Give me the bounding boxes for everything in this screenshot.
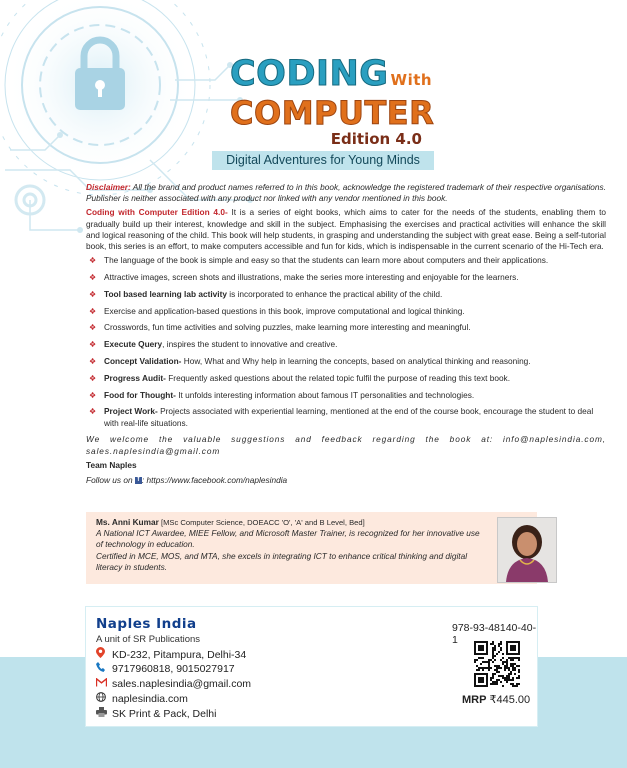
feature-item: ❖ Execute Query, inspires the student to innovative and creative. <box>89 339 338 350</box>
back-cover-text <box>86 182 606 486</box>
feature-item: ❖ Exercise and application-based questions in this book, improve computational and logical thinking. <box>89 305 465 316</box>
feature-item: ❖ The language of the book is simple and easy so that the students can learn more about computers and their applications. <box>89 255 549 266</box>
feature-item: ❖ Crosswords, fun time activities and solving puzzles, make learning more interesting and meaningful. <box>89 322 471 333</box>
diamond-bullet-icon: ❖ <box>89 373 97 383</box>
diamond-bullet-icon: ❖ <box>89 306 97 316</box>
publisher-box <box>86 607 537 726</box>
phone-icon <box>96 662 112 677</box>
author-bio-2: Certified in MCE, MOS, and MTA, she excels in integrating ICT to enhance critical thinking and digital literacy in students. <box>96 550 468 572</box>
email-row: sales.naplesindia@gmail.com <box>96 677 251 692</box>
title-with: With <box>390 71 433 89</box>
qr-code <box>474 641 520 687</box>
feature-list <box>86 255 606 429</box>
team-signature: Team Naples <box>86 459 137 470</box>
publisher-contacts <box>96 647 251 722</box>
feature-item: ❖ Progress Audit- Frequently asked questions about the related topic fulfil the purpose of reading this text book. <box>89 372 511 383</box>
tagline-banner: Digital Adventures for Young Minds <box>212 151 434 170</box>
isbn-number: 978-93-48140-40-1 <box>452 622 537 646</box>
diamond-bullet-icon: ❖ <box>89 390 97 400</box>
publisher-name: Naples India <box>96 616 197 632</box>
title-coding: CODING <box>230 54 389 94</box>
author-box <box>86 512 537 584</box>
diamond-bullet-icon: ❖ <box>89 357 97 366</box>
author-credentials: [MSc Computer Science, DOEACC 'O', 'A' and B Level, Bed] <box>158 518 365 527</box>
publisher-unit: A unit of SR Publications <box>96 634 201 645</box>
feature-item: ❖ Concept Validation- How, What and Why help in learning the concepts, based on analytical thinking and reasoning. <box>89 356 531 366</box>
series-intro <box>86 207 606 252</box>
facebook-icon: f <box>135 477 142 484</box>
author-photo <box>497 517 557 583</box>
globe-icon <box>96 692 112 707</box>
feedback-note: We welcome the valuable suggestions and feedback regarding the book at: info@naplesindia.com, sales.naplesindia@gmail.com <box>86 434 606 456</box>
disclaimer-label: Disclaimer: <box>86 182 131 192</box>
printer-icon <box>96 707 112 722</box>
title-edition: Edition 4.0 <box>330 130 422 148</box>
mrp-price: MRP ₹445.00 <box>462 694 531 706</box>
website-row: naplesindia.com <box>96 692 251 707</box>
diamond-bullet-icon: ❖ <box>89 289 97 299</box>
intro-label: Coding with Computer Edition 4.0- <box>86 207 228 218</box>
book-title-logo <box>230 54 435 148</box>
diamond-bullet-icon: ❖ <box>89 273 97 283</box>
feature-item: ❖ Project Work- Projects associated with experiential learning, mentioned at the end of the course book, encourage the student to deal with real-life situations. <box>89 406 594 428</box>
diamond-bullet-icon: ❖ <box>89 340 97 350</box>
diamond-bullet-icon: ❖ <box>89 256 97 266</box>
feature-item: ❖ Tool based learning lab activity is incorporated to enhance the practical ability of the child. <box>89 288 443 299</box>
diamond-bullet-icon: ❖ <box>89 323 97 333</box>
disclaimer <box>86 182 606 204</box>
location-pin-icon <box>96 647 112 663</box>
title-computer: COMPUTER <box>230 94 435 132</box>
diamond-bullet-icon: ❖ <box>89 407 97 417</box>
phone-row: 9717960818, 9015027917 <box>96 662 251 677</box>
author-name: Ms. Anni Kumar <box>96 517 159 527</box>
printer-row: SK Print & Pack, Delhi <box>96 707 251 722</box>
disclaimer-text: All the brand and product names referred to in this book, acknowledge the registered trademark of their respective organisations. Publisher is neither associated with any product nor linked with any vendor mentioned in this book. <box>86 182 606 204</box>
author-bio-1: A National ICT Awardee, MIEE Fellow, and Microsoft Master Trainer, is recognized for her innovative use of technology in education. <box>96 528 480 550</box>
feature-item: ❖ Attractive images, screen shots and illustrations, make the series more interesting and enjoyable for the learners. <box>89 272 519 283</box>
address-row: KD-232, Pitampura, Delhi-34 <box>96 647 251 662</box>
facebook-url[interactable]: : https://www.facebook.com/naplesindia <box>141 475 288 485</box>
follow-us: Follow us on f : https://www.facebook.com/naplesindia <box>86 475 288 485</box>
feature-item: ❖ Food for Thought- It unfolds interesting information about famous IT personalities and technologies. <box>89 389 475 400</box>
intro-text: It is a series of eight books, which aims to cater for the needs of the students, enabling them to gradually build up their interest, knowledge and skill in the subject. Emphasising the exercises and practical activities will enhance the skill and logical reasoning of the child. This book will help students, in grasping and understanding the subject with great ease. Being a self-tutorial book, this series is an effort, to make computers accessible and fun for kids, which is indispensable in the current scenario of the Hi-Tech era. <box>86 207 607 252</box>
gmail-icon <box>96 677 112 692</box>
